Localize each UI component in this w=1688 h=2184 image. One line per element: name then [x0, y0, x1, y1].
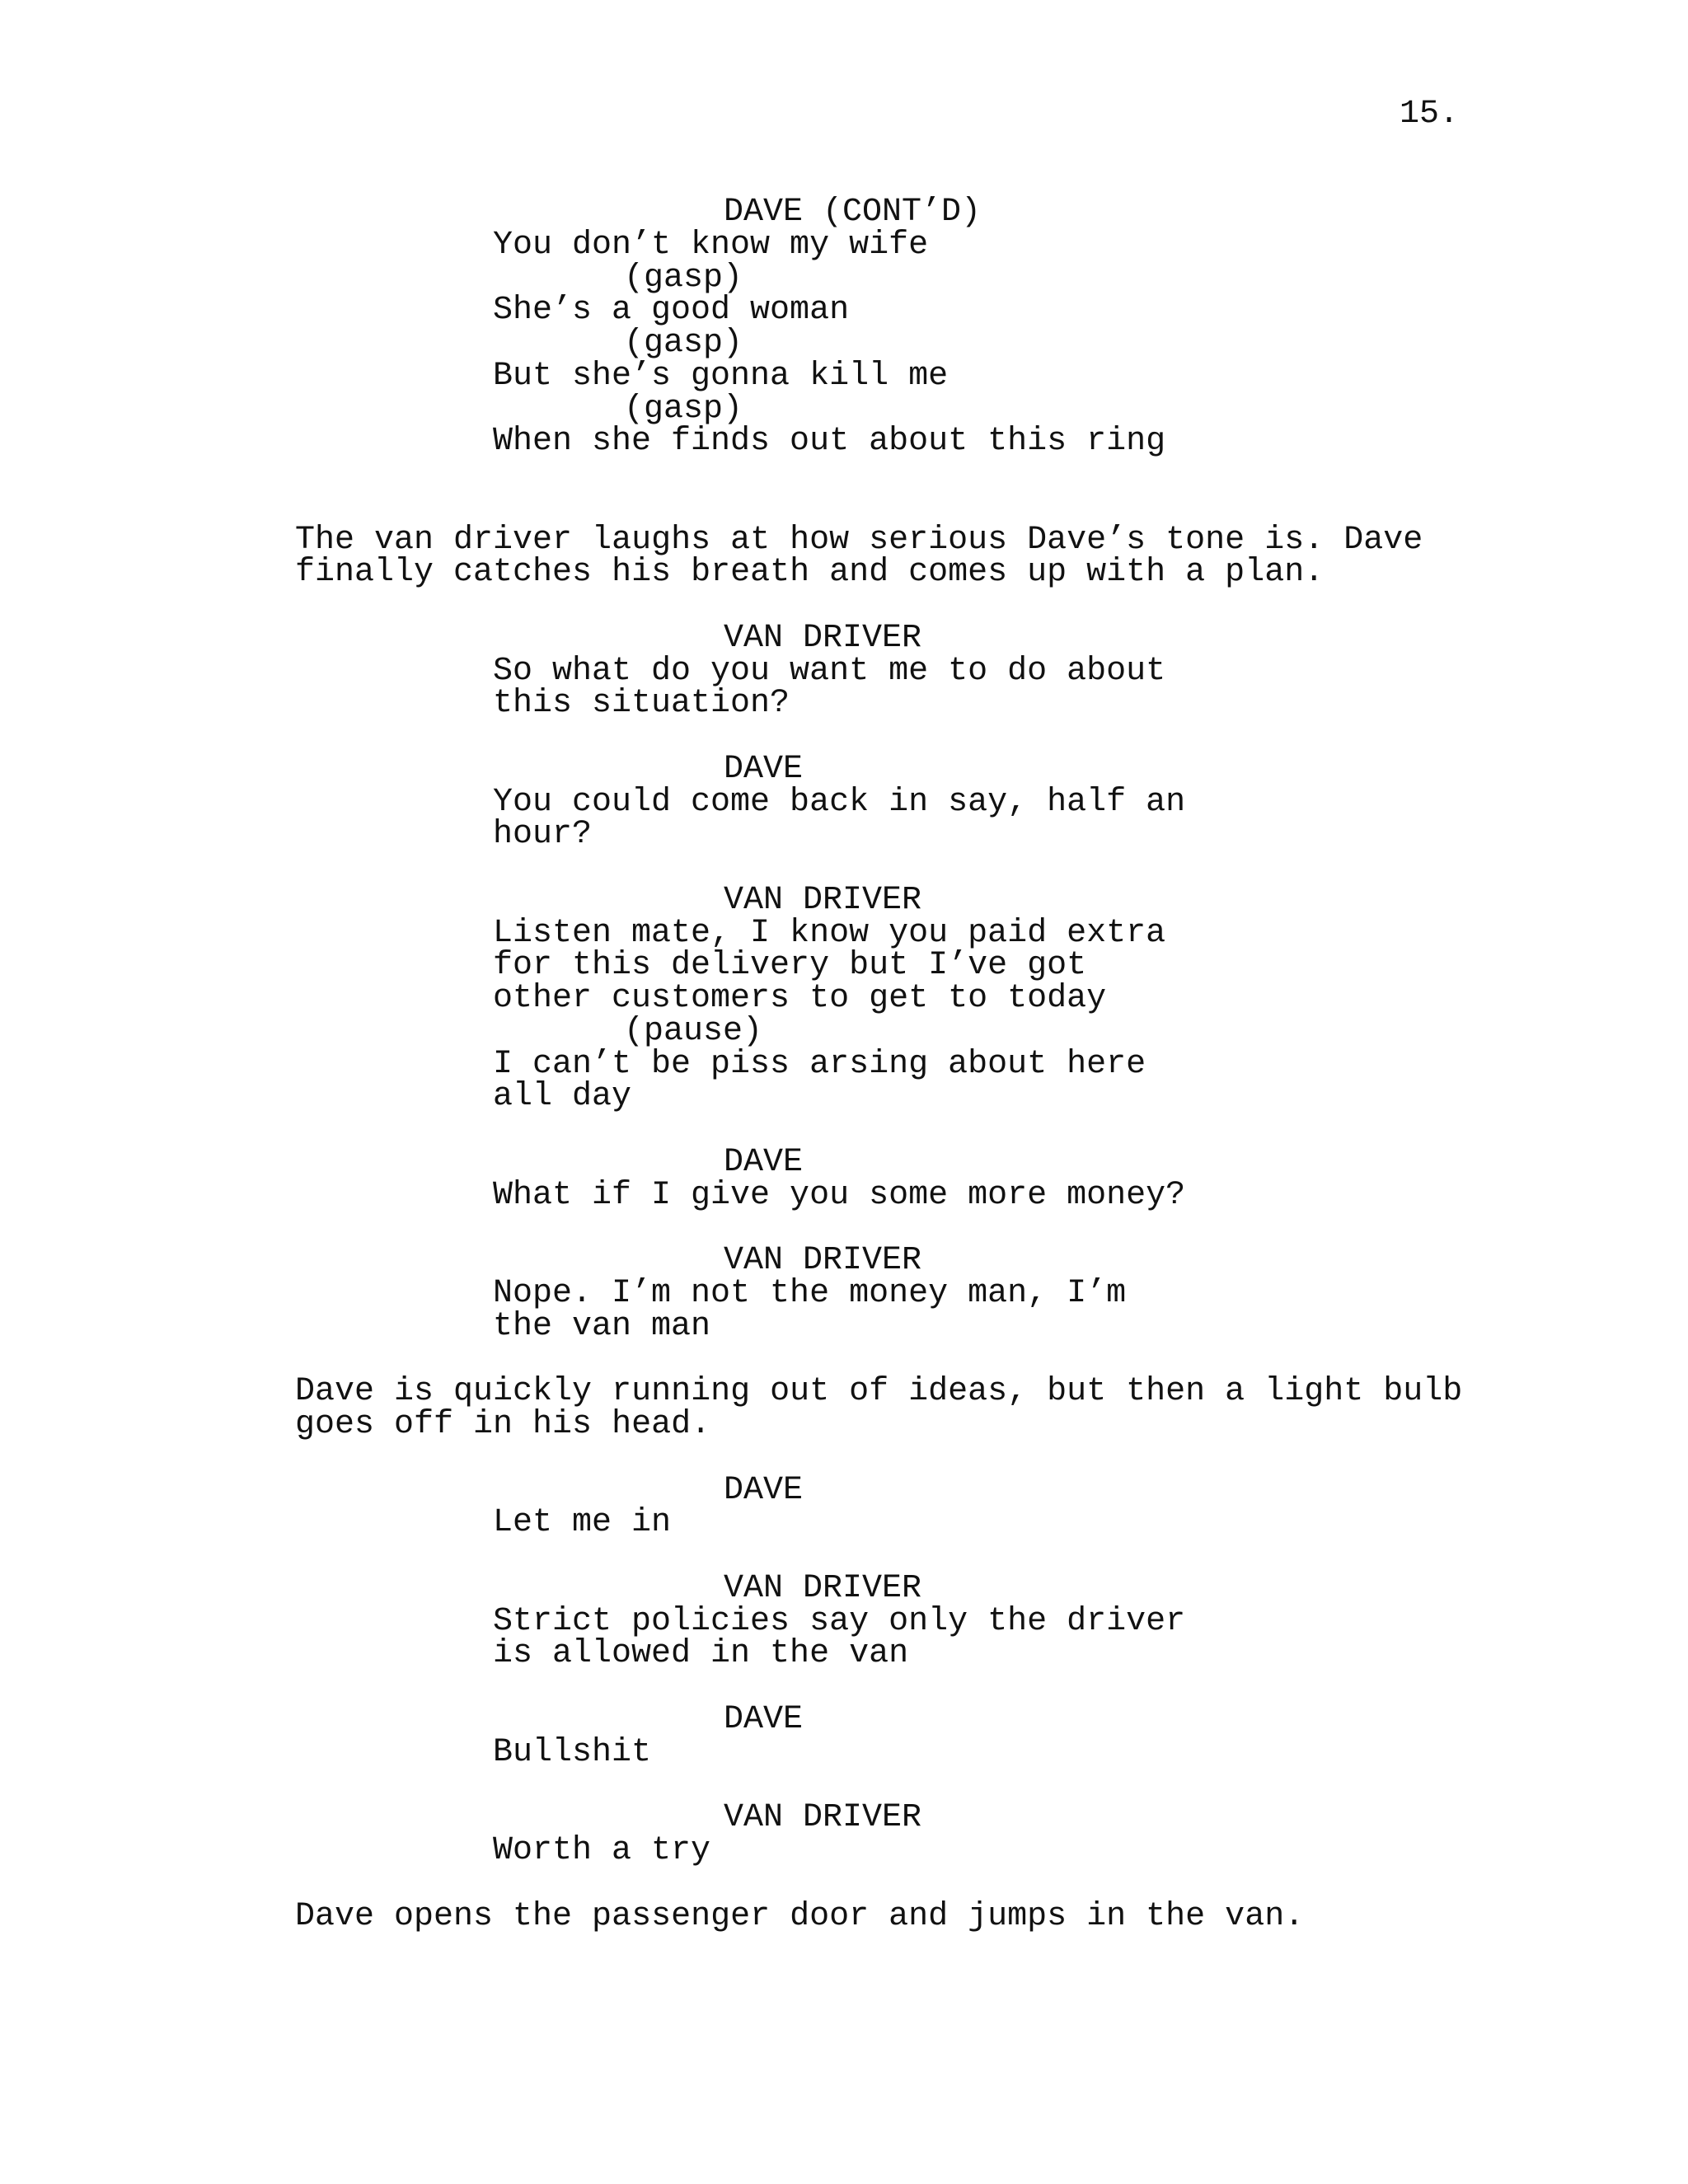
- dialogue-line: is allowed in the van: [493, 1635, 909, 1672]
- character-cue: VAN DRIVER: [724, 1799, 922, 1836]
- dialogue-line: Worth a try: [493, 1832, 711, 1869]
- character-cue: DAVE (CONT’D): [724, 194, 982, 231]
- dialogue-line: Nope. I’m not the money man, I’m: [493, 1275, 1127, 1312]
- character-cue: VAN DRIVER: [724, 1570, 922, 1607]
- dialogue-line: She’s a good woman: [493, 292, 850, 329]
- dialogue-line: other customers to get to today: [493, 980, 1107, 1017]
- dialogue-line: all day: [493, 1078, 632, 1115]
- dialogue-line: You could come back in say, half an: [493, 784, 1186, 821]
- dialogue-line: What if I give you some more money?: [493, 1177, 1186, 1214]
- dialogue-line: this situation?: [493, 685, 790, 722]
- dialogue-line: Let me in: [493, 1504, 672, 1541]
- character-cue: DAVE: [724, 1701, 804, 1738]
- dialogue-line: hour?: [493, 816, 593, 853]
- character-cue: VAN DRIVER: [724, 620, 922, 657]
- character-cue: DAVE: [724, 1472, 804, 1509]
- dialogue-line: But she’s gonna kill me: [493, 358, 949, 395]
- dialogue-line: Strict policies say only the driver: [493, 1603, 1186, 1640]
- action-line: goes off in his head.: [295, 1406, 711, 1443]
- parenthetical: (gasp): [624, 325, 743, 362]
- dialogue-line: Bullshit: [493, 1734, 652, 1771]
- parenthetical: (gasp): [624, 391, 743, 428]
- dialogue-line: Listen mate, I know you paid extra: [493, 915, 1166, 952]
- action-line: Dave opens the passenger door and jumps in the van.: [295, 1898, 1305, 1935]
- character-cue: VAN DRIVER: [724, 1242, 922, 1279]
- dialogue-line: So what do you want me to do about: [493, 653, 1166, 690]
- page-number: 15.: [1400, 96, 1460, 133]
- dialogue-line: for this delivery but I’ve got: [493, 947, 1087, 984]
- dialogue-line: You don’t know my wife: [493, 227, 929, 264]
- character-cue: DAVE: [724, 1144, 804, 1181]
- action-line: finally catches his breath and comes up with a plan.: [295, 554, 1325, 591]
- dialogue-line: I can’t be piss arsing about here: [493, 1046, 1146, 1083]
- parenthetical: (pause): [624, 1013, 763, 1050]
- character-cue: DAVE: [724, 751, 804, 788]
- parenthetical: (gasp): [624, 260, 743, 297]
- character-cue: VAN DRIVER: [724, 882, 922, 919]
- dialogue-line: When she finds out about this ring: [493, 423, 1166, 460]
- action-line: The van driver laughs at how serious Dave’s tone is. Dave: [295, 522, 1423, 559]
- action-line: Dave is quickly running out of ideas, but then a light bulb: [295, 1373, 1463, 1410]
- dialogue-line: the van man: [493, 1308, 711, 1345]
